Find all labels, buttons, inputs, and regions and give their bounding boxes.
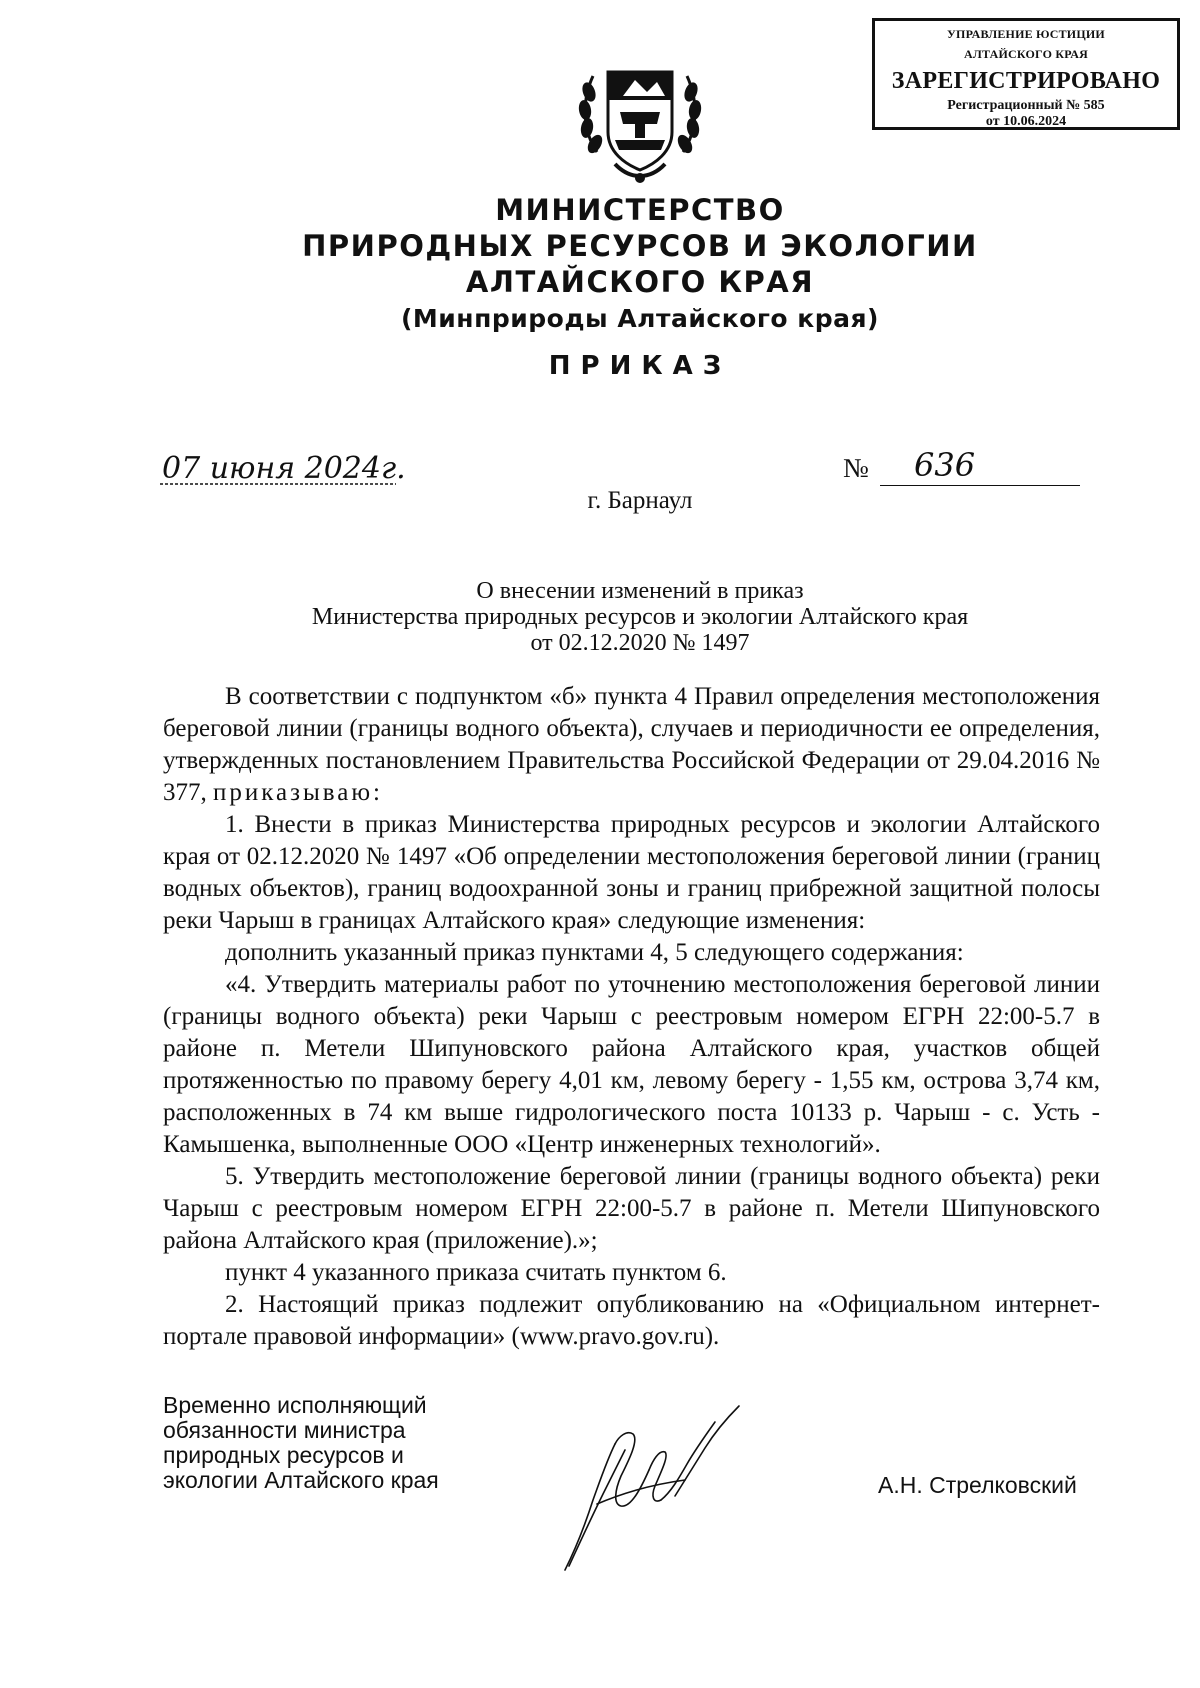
stamp-reg-date: от 10.06.2024 (985, 114, 1067, 129)
handwritten-signature (555, 1400, 765, 1575)
handwritten-date (160, 448, 420, 490)
body-paragraph-4: «4. Утвердить материалы работ по уточнению местоположения береговой линии (границы водного объекта) реки Чарыш с реестровым номером ЕГРН 22:00-5.7 в районе п. Метели Шипуновского района Алтайского края, участков общей протяженностью по правому берегу 4,01 км, левому берегу - 1,55 км, острова 3,74 км, расположенных в 74 км выше гидрологического поста 10133 р. Чарыш - с. Усть - Камышенка, выполненные ООО «Центр инженерных технологий». (163, 971, 1100, 1158)
signer-title-line3: природных ресурсов и (163, 1442, 404, 1468)
body-paragraph-5: 5. Утвердить местоположение береговой линии (границы водного объекта) реки Чарыш с реестровым номером ЕГРН 22:00-5.7 в районе п. Метели Шипуновского района Алтайского края (приложение).»; (163, 1163, 1100, 1254)
order-body (163, 681, 1100, 1353)
ministry-short-name: (Минприроды Алтайского края) (400, 304, 879, 333)
signer-title-line2: обязанности министра (163, 1417, 406, 1443)
registration-stamp (872, 18, 1180, 130)
signer-title-line1: Временно исполняющий (163, 1392, 427, 1418)
order-word: приказываю: (213, 779, 383, 806)
coat-of-arms-icon (575, 52, 705, 192)
stamp-status: ЗАРЕГИСТРИРОВАНО (891, 68, 1161, 94)
body-paragraph-2: 1. Внести в приказ Министерства природных ресурсов и экологии Алтайского края от 02.12.2020 № 1497 «Об определении местоположения береговой линии (границ водных объектов), границ водоохранной зоны и границ прибрежной защитной полосы реки Чарыш в границах Алтайского края» следующие изменения: (163, 811, 1100, 934)
stamp-org-line1: УПРАВЛЕНИЕ ЮСТИЦИИ (947, 27, 1105, 41)
stamp-reg-number: Регистрационный № 585 (947, 98, 1105, 113)
ministry-line3: АЛТАЙСКОГО КРАЯ (465, 265, 815, 299)
order-number-label: № (843, 453, 869, 483)
body-paragraph-3: дополнить указанный приказ пунктами 4, 5 следующего содержания: (225, 939, 964, 966)
ministry-line2: ПРИРОДНЫХ РЕСУРСОВ И ЭКОЛОГИИ (302, 229, 978, 263)
handwritten-date-text: 07 июня 2024г. (162, 451, 406, 486)
subject-line1: О внесении изменений в приказ (476, 578, 804, 604)
signer-title (163, 1393, 439, 1493)
handwritten-number (912, 442, 992, 486)
handwritten-number-text: 636 (914, 446, 976, 484)
ministry-line1: МИНИСТЕРСТВО (495, 193, 785, 227)
preamble-text: В соответствии с подпунктом «б» пункта 4 Правил определения местоположения береговой линии (границы водного объекта), случаев и периодичности ее определения, утвержденных постановлением Правительства Российской Федерации от 29.04.2016 № 377, (163, 683, 1100, 806)
stamp-org-line2: АЛТАЙСКОГО КРАЯ (964, 47, 1088, 61)
body-paragraph-7: 2. Настоящий приказ подлежит опубликованию на «Официальном интернет-портале правовой информации» (www.pravo.gov.ru). (163, 1291, 1100, 1350)
subject-line3: от 02.12.2020 № 1497 (530, 630, 750, 656)
ministry-header (200, 192, 1080, 336)
subject-line2: Министерства природных ресурсов и экологии Алтайского края (311, 604, 969, 630)
signer-title-line4: экологии Алтайского края (163, 1467, 439, 1493)
body-paragraph-6: пункт 4 указанного приказа считать пунктом 6. (225, 1259, 727, 1286)
document-type: ПРИКАЗ (548, 351, 732, 381)
signer-name: А.Н. Стрелковский (878, 1472, 1077, 1498)
order-subject (220, 578, 1060, 656)
body-paragraph-1 (163, 681, 1100, 809)
city: г. Барнаул (587, 487, 693, 514)
